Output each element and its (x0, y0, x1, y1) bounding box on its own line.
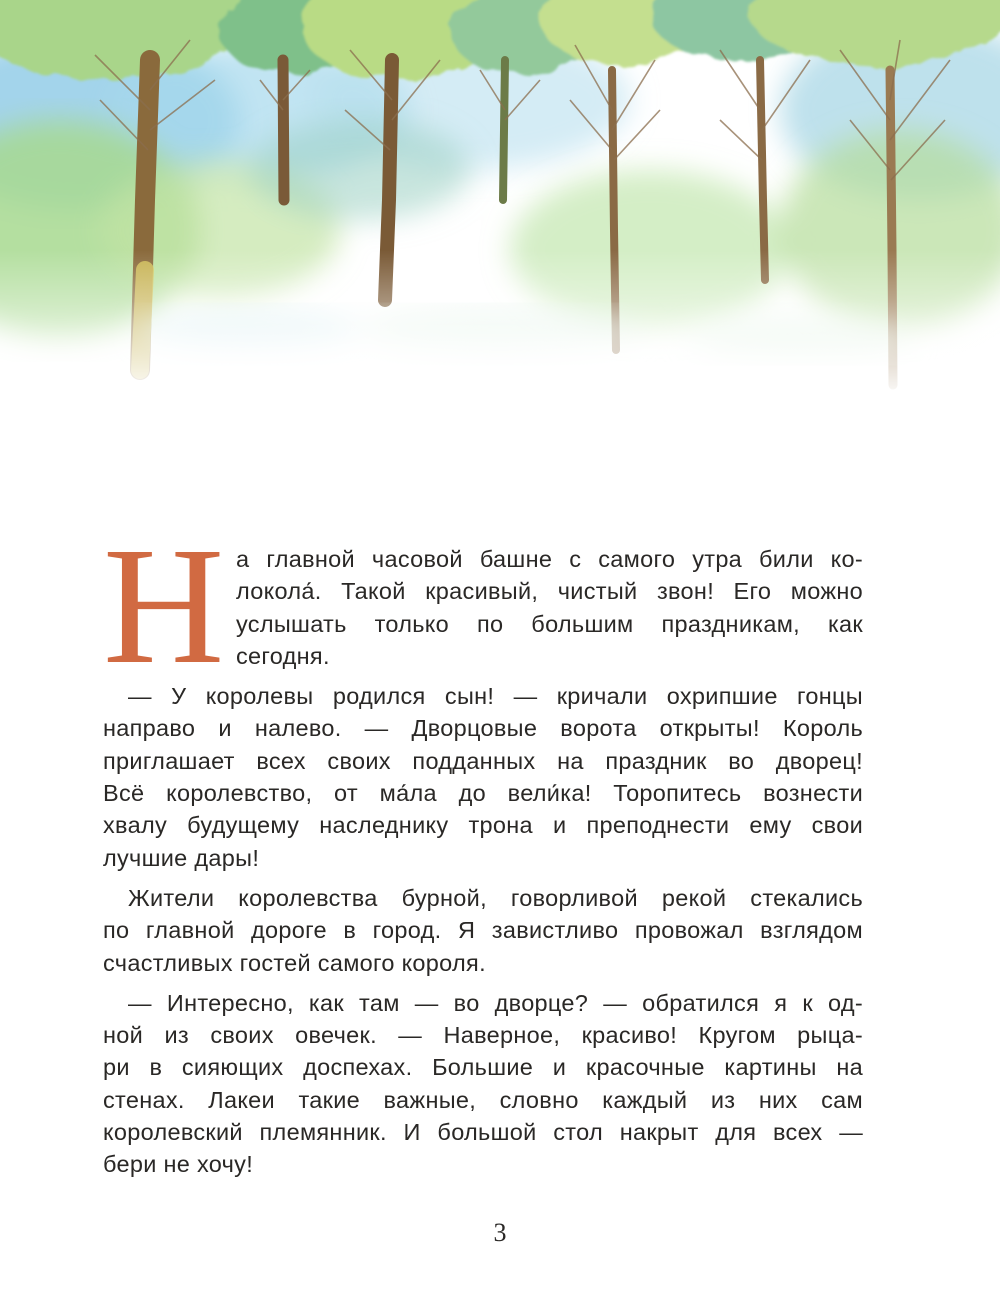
page-number: 3 (493, 1218, 507, 1247)
text-line: счастливых гостей самого короля. (103, 949, 486, 976)
watercolor-trees-illustration (0, 0, 1000, 400)
text-line: стенах. Лакеи такие важные, словно каждый из них сам (103, 1086, 863, 1113)
text-line: направо и налево. — Дворцовые ворота открыты! Король (103, 715, 863, 742)
text-line: Всё королевство, от ма́ла до вели́ка! Торопитесь вознести (103, 780, 863, 807)
text-line: локола́. Такой красивый, чистый звон! Его можно (236, 578, 863, 605)
paragraph-2 (103, 680, 863, 874)
text-line: ной из своих овечек. — Наверное, красиво! Кругом рыца- (103, 1022, 863, 1049)
text-line: королевский племянник. И большой стол накрыт для всех — (103, 1119, 863, 1146)
text-line: сегодня. (236, 642, 330, 669)
text-line: а главной часовой башне с самого утра били ко- (236, 546, 863, 572)
drop-cap: Н (103, 513, 225, 699)
text-line: по главной дороге в город. Я завистливо провожал взглядом (103, 917, 863, 944)
text-line: — Интересно, как там — во дворце? — обратился я к од- (128, 989, 863, 1016)
text-line: хвалу будущему наследнику трона и преподнести ему свои (103, 812, 863, 839)
text-line: лучшие дары! (103, 844, 260, 871)
paragraph-3 (103, 882, 863, 979)
paragraph-4 (103, 987, 863, 1181)
text-line: приглашает всех своих подданных на праздник во дворец! (103, 747, 863, 774)
text-line: ри в сияющих доспехах. Большие и красочные картины на (103, 1054, 863, 1081)
text-line: бери не хочу! (103, 1151, 254, 1178)
text-line: — У королевы родился сын! — кричали охрипшие гонцы (128, 683, 863, 710)
text-line: Жители королевства бурной, говорливой рекой стекались (128, 884, 863, 911)
story-text (103, 513, 863, 1181)
text-line: услышать только по большим праздникам, как (236, 610, 863, 637)
